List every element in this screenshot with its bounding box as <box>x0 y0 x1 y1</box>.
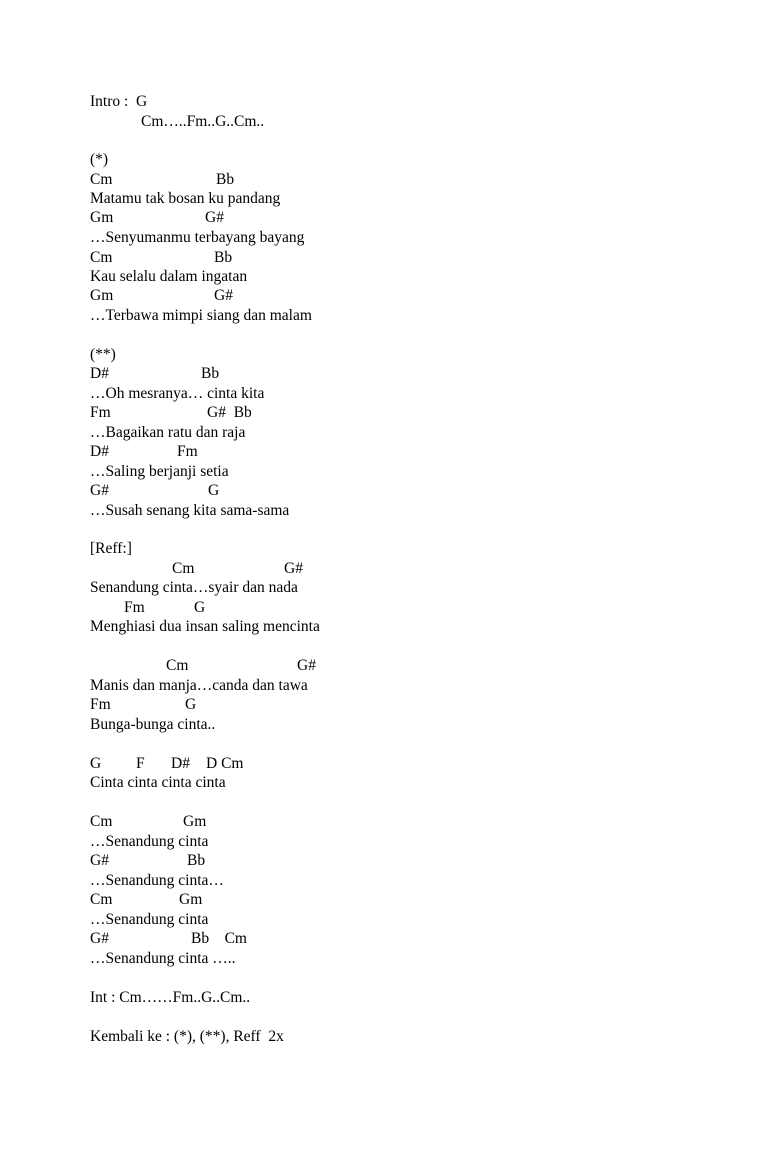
lyric-line: …Terbawa mimpi siang dan malam <box>90 307 312 324</box>
chord: G <box>185 696 197 713</box>
lyric-line: …Senyumanmu terbayang bayang <box>90 229 305 246</box>
chord: Gm <box>179 891 203 908</box>
chord: Fm <box>90 696 111 713</box>
chord: G# <box>90 852 109 869</box>
chord: Cm <box>172 560 195 577</box>
lyric-line: Manis dan manja…canda dan tawa <box>90 677 308 694</box>
chord: Fm <box>124 599 145 616</box>
chord: F <box>136 755 145 772</box>
lyric-line: …Senandung cinta ….. <box>90 950 236 967</box>
chord: D Cm <box>206 755 244 772</box>
lyric-line: …Saling berjanji setia <box>90 463 229 480</box>
chord: Bb <box>187 852 206 869</box>
chord: D# <box>90 365 109 382</box>
chord: Cm <box>90 813 113 830</box>
interlude-line: Int : Cm……Fm..G..Cm.. <box>90 989 251 1006</box>
lyric-line: Cinta cinta cinta cinta <box>90 774 226 791</box>
chord: Cm <box>90 891 113 908</box>
lyric-line: Kau selalu dalam ingatan <box>90 268 248 285</box>
lyric-line: …Senandung cinta… <box>90 872 224 889</box>
lyric-line: Matamu tak bosan ku pandang <box>90 190 281 207</box>
lyric-line: …Senandung cinta <box>90 911 209 928</box>
lyric-line: …Senandung cinta <box>90 833 209 850</box>
chord: Cm <box>90 171 113 188</box>
chord: G# <box>284 560 303 577</box>
verse2-marker: (**) <box>90 346 116 363</box>
chord: Cm <box>166 657 189 674</box>
lyric-line: Menghiasi dua insan saling mencinta <box>90 618 320 635</box>
chord: Gm <box>90 209 114 226</box>
chord: G# <box>90 482 109 499</box>
chord: D# <box>90 443 109 460</box>
lyric-line: …Bagaikan ratu dan raja <box>90 424 246 441</box>
repeat-instruction: Kembali ke : (*), (**), Reff 2x <box>90 1028 284 1045</box>
chord: G <box>194 599 206 616</box>
chord: G# <box>214 287 233 304</box>
chord: G# <box>205 209 224 226</box>
chord: Bb <box>214 249 233 266</box>
chord: Fm <box>177 443 198 460</box>
chord: G# <box>90 930 109 947</box>
lyric-line: Bunga-bunga cinta.. <box>90 716 216 733</box>
lyric-line: …Oh mesranya… cinta kita <box>90 385 265 402</box>
reff-marker: [Reff:] <box>90 540 132 557</box>
chord: G <box>208 482 220 499</box>
intro-label: Intro : G <box>90 93 148 110</box>
chord: Bb <box>216 171 235 188</box>
chord: G# <box>297 657 316 674</box>
lyric-line: …Susah senang kita sama-sama <box>90 502 290 519</box>
chord: Bb <box>201 365 220 382</box>
lyric-line: Senandung cinta…syair dan nada <box>90 579 298 596</box>
chord: Fm <box>90 404 111 421</box>
chord: Gm <box>90 287 114 304</box>
verse1-marker: (*) <box>90 151 109 168</box>
chord: D# <box>171 755 190 772</box>
chord: Gm <box>183 813 207 830</box>
chord: G <box>90 755 102 772</box>
chord: Cm <box>90 249 113 266</box>
chord: Bb Cm <box>191 930 247 947</box>
chord: G# Bb <box>207 404 252 421</box>
intro-chords: Cm…..Fm..G..Cm.. <box>141 113 265 130</box>
